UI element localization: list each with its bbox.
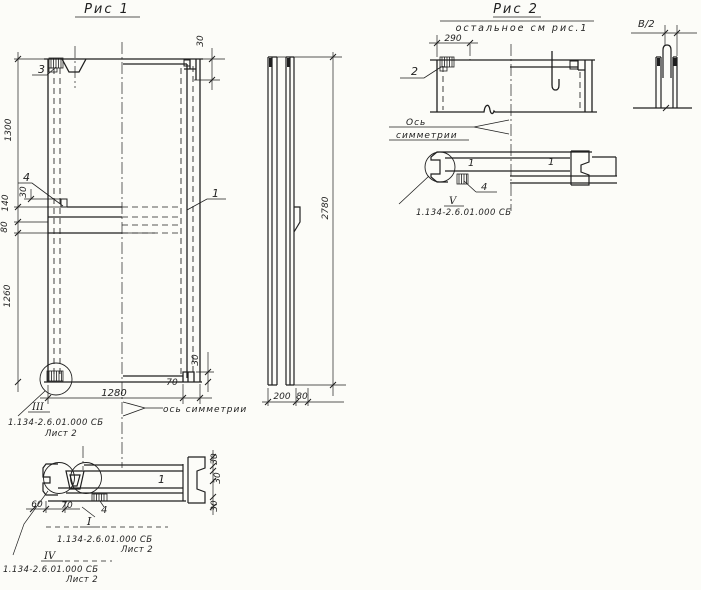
- fig1-side-view: [262, 52, 346, 406]
- fig1-detail-III-num: III: [32, 402, 44, 413]
- fig2-detail-V-ref: 1.134-2.6.01.000 СБ: [416, 208, 512, 218]
- fig2-label-4: 4: [481, 182, 488, 193]
- fig2-section-hatch-4: [457, 174, 468, 184]
- section1-detail-I-num: I: [87, 515, 92, 528]
- fig2-title: Рис 2: [493, 2, 539, 17]
- fig1-embed-hatch-top: [49, 58, 63, 72]
- fig2-dim-290: 290: [444, 34, 462, 44]
- fig1-detail-III-ref: 1.134-2.6.01.000 СБ: [8, 418, 104, 428]
- fig2-detail-V-num: V: [449, 196, 457, 207]
- side-dim-80: 80: [296, 392, 308, 402]
- fig2-embed-hatch: [440, 57, 454, 71]
- section1-detail-I-sheet: Лист 2: [121, 545, 154, 555]
- section1-label-4: 4: [101, 505, 108, 516]
- fig1-dim-1260: 1260: [3, 284, 13, 308]
- side-dim-200: 200: [273, 392, 291, 402]
- fig1-label-4: 4: [23, 171, 30, 184]
- fig1-panel-view: [14, 17, 226, 468]
- fig1-label-1: 1: [212, 187, 219, 200]
- fig2-label-1a: 1: [468, 158, 475, 169]
- fig1-dim-1300: 1300: [4, 118, 14, 142]
- fig2-axis-line1: Ось: [406, 118, 427, 128]
- section1-detail-IV-ref: 1.134-2.6.01.000 СБ: [3, 565, 99, 575]
- fig1-dim-1280: 1280: [101, 388, 127, 399]
- fig1-dim-30-corner: 30: [191, 354, 201, 366]
- section1-dim-60: 60: [31, 500, 43, 510]
- fig1-dim-70: 70: [166, 378, 178, 388]
- detail-callout-circle-IV: [44, 463, 75, 494]
- fig1-detail-III-sheet: Лист 2: [45, 429, 78, 439]
- fig1-dim-30-top: 30: [196, 35, 206, 47]
- fig2-edge-detail: [631, 25, 697, 111]
- section1-dim-70: 70: [61, 501, 73, 511]
- fig1-dim-30-notch: 30: [19, 186, 29, 198]
- fig1-label-3: 3: [38, 63, 45, 76]
- fig1-dim-80: 80: [0, 221, 10, 233]
- fig1-dim-140: 140: [1, 194, 11, 212]
- fig1-title: Рис 1: [84, 2, 130, 17]
- fig2-axis-line2: симметрии: [396, 131, 458, 141]
- fig1-embed-hatch-bottom: [40, 363, 72, 395]
- detail-callout-circle-I: [71, 463, 102, 494]
- fig2-panel-view: [389, 17, 597, 211]
- section1-detail-I-ref: 1.134-2.6.01.000 СБ: [57, 535, 153, 545]
- section1-label-1: 1: [158, 473, 165, 486]
- fig2-label-2: 2: [411, 65, 418, 78]
- fig2-dim-B2: В/2: [638, 19, 655, 30]
- section1-dim-30-c: 30: [210, 500, 220, 512]
- section1-dim-30-a: 30: [210, 453, 220, 465]
- side-dim-2780: 2780: [321, 196, 331, 220]
- section1-detail-IV-sheet: Лист 2: [66, 575, 99, 585]
- fig1-axis-of-symmetry: ось симметрии: [163, 405, 248, 415]
- section1-dim-30-b: 30: [213, 472, 223, 484]
- section1-detail-IV-num: IV: [44, 551, 56, 562]
- detail-callout-circle-III: [40, 363, 72, 395]
- fig2-section-view: [399, 151, 617, 206]
- fig2-label-1b: 1: [548, 157, 555, 168]
- section-hatch-4: [92, 494, 107, 501]
- fig2-subtitle: остальное см рис.1: [455, 23, 589, 34]
